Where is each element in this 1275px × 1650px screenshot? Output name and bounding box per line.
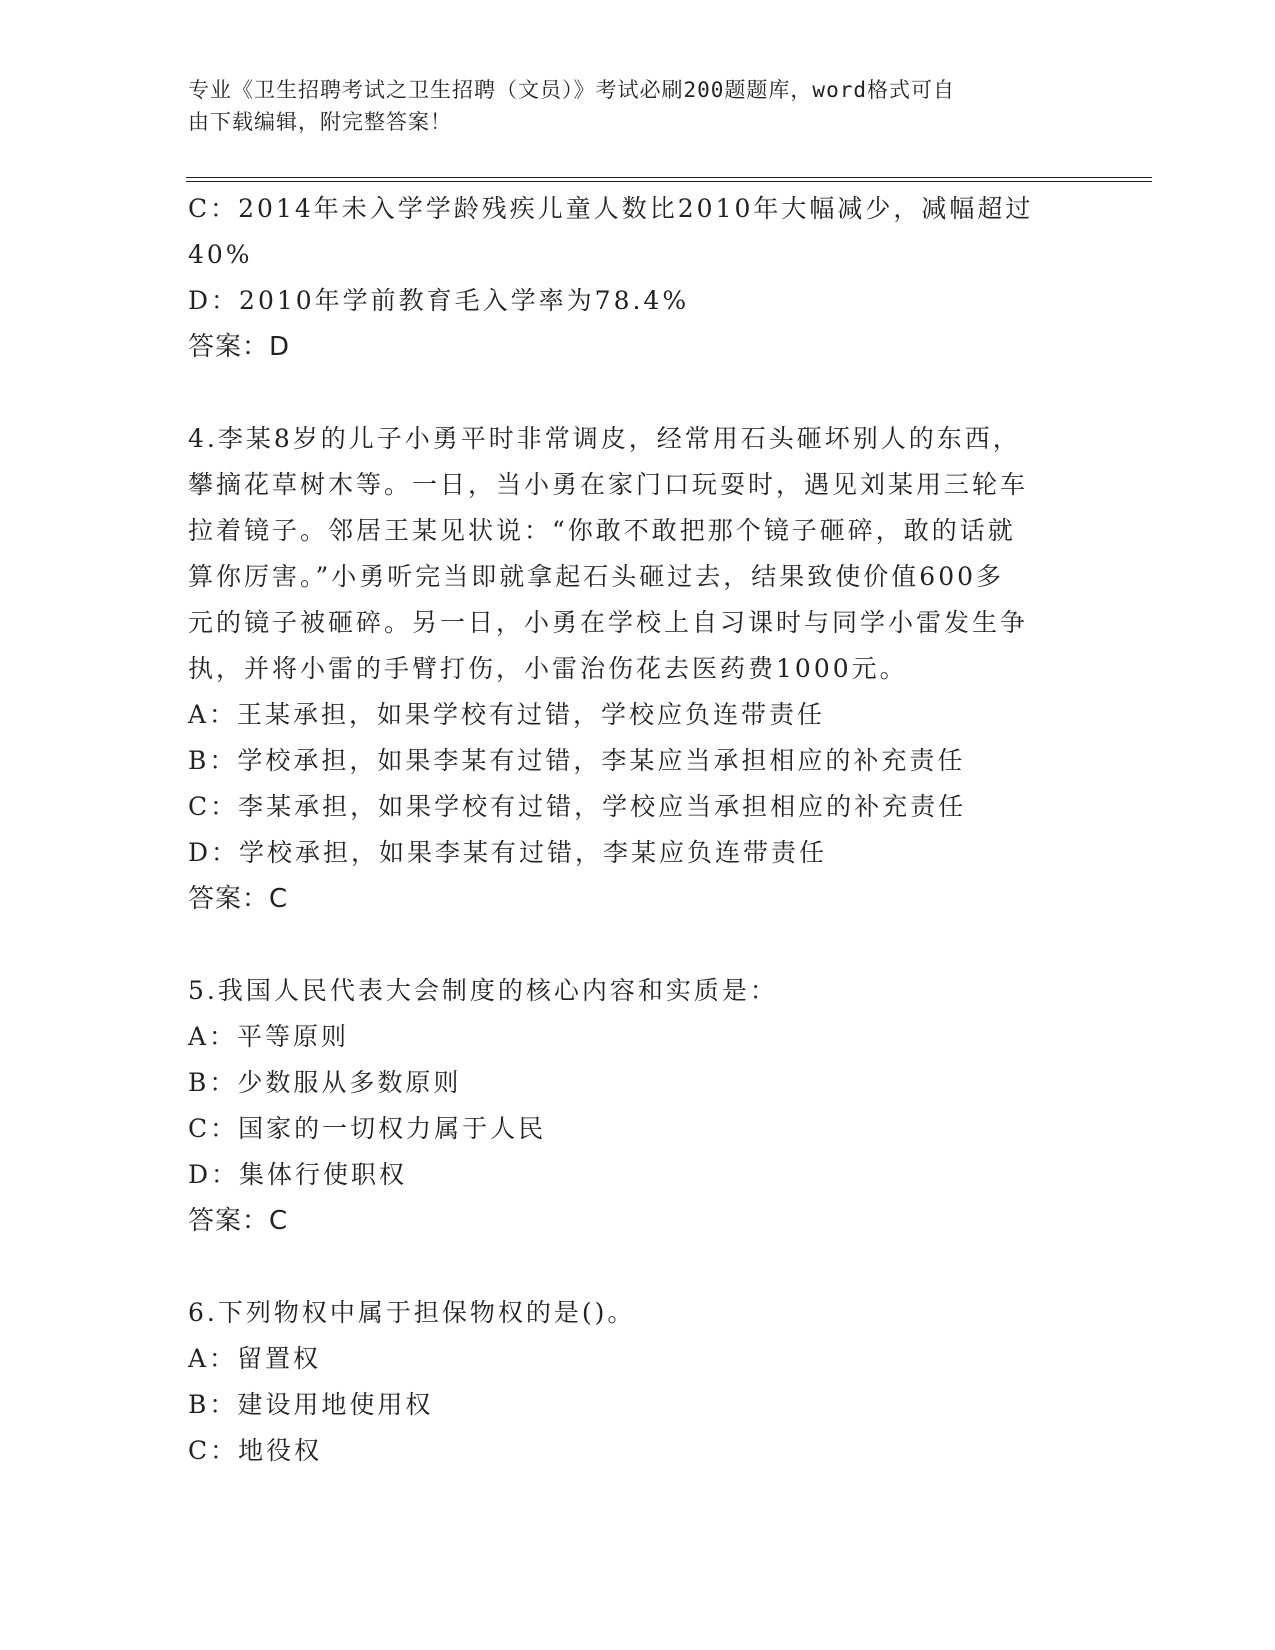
q4-option-b: B：学校承担，如果李某有过错，李某应当承担相应的补充责任 [188,746,966,775]
q5-answer: 答案：C [188,1206,289,1236]
q5-option-c: C：国家的一切权力属于人民 [188,1114,547,1143]
q6-option-a: A：留置权 [188,1344,322,1373]
header-line-1: 专业《卫生招聘考试之卫生招聘（文员）》考试必刷200题题库，word格式可自 [188,78,955,102]
q4-answer: 答案：C [188,884,289,914]
q3-answer: 答案：D [188,332,291,362]
q5-stem: 5.我国人民代表大会制度的核心内容和实质是： [188,976,778,1005]
q6-option-c: C：地役权 [188,1436,323,1465]
q4-option-c: C：李某承担，如果学校有过错，学校应当承担相应的补充责任 [188,792,967,821]
q6-stem: 6.下列物权中属于担保物权的是()。 [188,1298,636,1327]
q3-option-c-line-2: 40% [188,240,253,269]
q4-option-a: A：王某承担，如果学校有过错，学校应负连带责任 [188,700,826,729]
question-content [188,186,1088,1474]
q4-stem-line-3: 拉着镜子。邻居王某见状说：“你敢不敢把那个镜子砸碎，敢的话就 [188,516,1016,545]
q4-stem-line-4: 算你厉害。”小勇听完当即就拿起石头砸过去，结果致使价值600多 [188,562,1005,591]
q4-stem-line-6: 执，并将小雷的手臂打伤，小雷治伤花去医药费1000元。 [188,654,908,683]
header-divider [186,177,1152,182]
q5-option-d: D：集体行使职权 [188,1160,408,1189]
q5-option-b: B：少数服从多数原则 [188,1068,462,1097]
q6-option-b: B：建设用地使用权 [188,1390,434,1419]
document-header [188,74,1088,138]
q4-stem-line-2: 攀摘花草树木等。一日，当小勇在家门口玩耍时，遇见刘某用三轮车 [188,470,1029,499]
q5-option-a: A：平等原则 [188,1022,350,1051]
q3-option-d: D：2010年学前教育毛入学率为78.4% [188,286,690,315]
q4-option-d: D：学校承担，如果李某有过错，李某应负连带责任 [188,838,828,867]
spacer [188,1244,1088,1290]
spacer [188,370,1088,416]
q3-option-c-line-1: C：2014年未入学学龄残疾儿童人数比2010年大幅减少，减幅超过 [188,194,1034,223]
q4-stem-line-1: 4.李某8岁的儿子小勇平时非常调皮，经常用石头砸坏别人的东西， [188,424,1021,453]
header-line-2: 由下载编辑，附完整答案！ [188,110,452,134]
spacer [188,922,1088,968]
q4-stem-line-5: 元的镜子被砸碎。另一日，小勇在学校上自习课时与同学小雷发生争 [188,608,1029,637]
